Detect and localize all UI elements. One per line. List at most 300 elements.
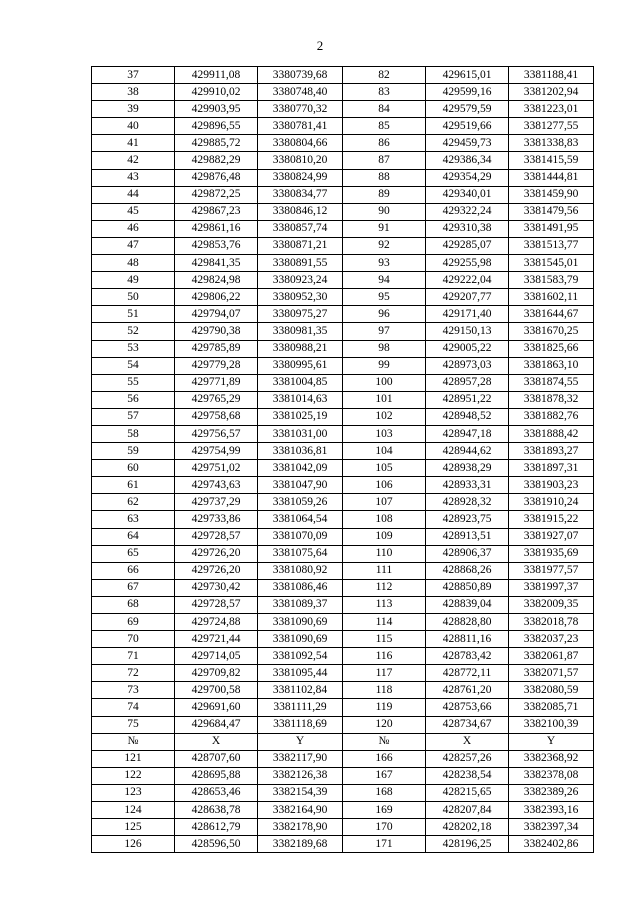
y-coordinate-cell: 3381118,69 [258, 716, 343, 733]
point-number-cell: 86 [343, 135, 426, 152]
x-coordinate-cell: 429150,13 [426, 323, 509, 340]
y-coordinate-cell: 3381004,85 [258, 374, 343, 391]
x-coordinate-cell: 429806,22 [175, 289, 258, 306]
point-number-cell: 167 [343, 767, 426, 784]
x-coordinate-cell: 428811,16 [426, 631, 509, 648]
y-coordinate-cell: 3381927,07 [509, 528, 594, 545]
column-header: № [343, 733, 426, 750]
y-coordinate-cell: 3380857,74 [258, 220, 343, 237]
y-coordinate-cell: 3380891,55 [258, 255, 343, 272]
y-coordinate-cell: 3382100,39 [509, 716, 594, 733]
x-coordinate-cell: 428913,51 [426, 528, 509, 545]
y-coordinate-cell: 3382393,16 [509, 802, 594, 819]
y-coordinate-cell: 3381459,90 [509, 186, 594, 203]
point-number-cell: 48 [92, 255, 175, 272]
x-coordinate-cell: 428238,54 [426, 767, 509, 784]
point-number-cell: 107 [343, 494, 426, 511]
point-number-cell: 53 [92, 340, 175, 357]
x-coordinate-cell: 429754,99 [175, 443, 258, 460]
point-number-cell: 106 [343, 477, 426, 494]
y-coordinate-cell: 3382071,57 [509, 665, 594, 682]
x-coordinate-cell: 428947,18 [426, 425, 509, 442]
point-number-cell: 75 [92, 716, 175, 733]
y-coordinate-cell: 3380846,12 [258, 203, 343, 220]
y-coordinate-cell: 3381602,11 [509, 289, 594, 306]
x-coordinate-cell: 429853,76 [175, 237, 258, 254]
point-number-cell: 55 [92, 374, 175, 391]
table-row [92, 289, 594, 306]
y-coordinate-cell: 3382117,90 [258, 750, 343, 767]
x-coordinate-cell: 428215,65 [426, 784, 509, 801]
table-row [92, 203, 594, 220]
x-coordinate-cell: 428944,62 [426, 443, 509, 460]
table-row [92, 425, 594, 442]
table-row [92, 443, 594, 460]
y-coordinate-cell: 3381825,66 [509, 340, 594, 357]
column-header: Y [258, 733, 343, 750]
y-coordinate-cell: 3382080,59 [509, 682, 594, 699]
table-row [92, 579, 594, 596]
table-row [92, 374, 594, 391]
y-coordinate-cell: 3381064,54 [258, 511, 343, 528]
y-coordinate-cell: 3381086,46 [258, 579, 343, 596]
y-coordinate-cell: 3381042,09 [258, 460, 343, 477]
y-coordinate-cell: 3381014,63 [258, 391, 343, 408]
table-row [92, 272, 594, 289]
table-row [92, 784, 594, 801]
table-row [92, 767, 594, 784]
x-coordinate-cell: 429790,38 [175, 323, 258, 340]
table-row [92, 494, 594, 511]
x-coordinate-cell: 429386,34 [426, 152, 509, 169]
x-coordinate-cell: 429737,29 [175, 494, 258, 511]
x-coordinate-cell: 429751,02 [175, 460, 258, 477]
y-coordinate-cell: 3380748,40 [258, 84, 343, 101]
point-number-cell: 119 [343, 699, 426, 716]
y-coordinate-cell: 3382126,38 [258, 767, 343, 784]
x-coordinate-cell: 428772,11 [426, 665, 509, 682]
point-number-cell: 100 [343, 374, 426, 391]
x-coordinate-cell: 429171,40 [426, 306, 509, 323]
y-coordinate-cell: 3381095,44 [258, 665, 343, 682]
table-row [92, 716, 594, 733]
table-row [92, 408, 594, 425]
x-coordinate-cell: 428973,03 [426, 357, 509, 374]
point-number-cell: 169 [343, 802, 426, 819]
point-number-cell: 117 [343, 665, 426, 682]
point-number-cell: 82 [343, 67, 426, 84]
point-number-cell: 96 [343, 306, 426, 323]
x-coordinate-cell: 429322,24 [426, 203, 509, 220]
point-number-cell: 124 [92, 802, 175, 819]
x-coordinate-cell: 428938,29 [426, 460, 509, 477]
point-number-cell: 122 [92, 767, 175, 784]
point-number-cell: 59 [92, 443, 175, 460]
x-coordinate-cell: 429867,23 [175, 203, 258, 220]
y-coordinate-cell: 3382018,78 [509, 614, 594, 631]
point-number-cell: 84 [343, 101, 426, 118]
y-coordinate-cell: 3381903,23 [509, 477, 594, 494]
x-coordinate-cell: 429310,38 [426, 220, 509, 237]
table-row [92, 511, 594, 528]
point-number-cell: 64 [92, 528, 175, 545]
table-row [92, 67, 594, 84]
column-header: X [426, 733, 509, 750]
point-number-cell: 104 [343, 443, 426, 460]
x-coordinate-cell: 429911,08 [175, 67, 258, 84]
x-coordinate-cell: 429714,05 [175, 648, 258, 665]
x-coordinate-cell: 428783,42 [426, 648, 509, 665]
table-row [92, 545, 594, 562]
y-coordinate-cell: 3381670,25 [509, 323, 594, 340]
table-row [92, 648, 594, 665]
column-header: Y [509, 733, 594, 750]
y-coordinate-cell: 3381092,54 [258, 648, 343, 665]
point-number-cell: 56 [92, 391, 175, 408]
x-coordinate-cell: 428828,80 [426, 614, 509, 631]
point-number-cell: 72 [92, 665, 175, 682]
x-coordinate-cell: 428850,89 [426, 579, 509, 596]
y-coordinate-cell: 3381036,81 [258, 443, 343, 460]
x-coordinate-cell: 429255,98 [426, 255, 509, 272]
table-row [92, 682, 594, 699]
table-row [92, 596, 594, 613]
table-row [92, 836, 594, 853]
x-coordinate-cell: 429726,20 [175, 562, 258, 579]
x-coordinate-cell: 429728,57 [175, 596, 258, 613]
point-number-cell: 118 [343, 682, 426, 699]
x-coordinate-cell: 429733,86 [175, 511, 258, 528]
y-coordinate-cell: 3380810,20 [258, 152, 343, 169]
point-number-cell: 94 [343, 272, 426, 289]
point-number-cell: 91 [343, 220, 426, 237]
point-number-cell: 120 [343, 716, 426, 733]
point-number-cell: 112 [343, 579, 426, 596]
y-coordinate-cell: 3382037,23 [509, 631, 594, 648]
x-coordinate-cell: 428653,46 [175, 784, 258, 801]
point-number-cell: 108 [343, 511, 426, 528]
y-coordinate-cell: 3381444,81 [509, 169, 594, 186]
x-coordinate-cell: 429700,58 [175, 682, 258, 699]
y-coordinate-cell: 3381070,09 [258, 528, 343, 545]
x-coordinate-cell: 429876,48 [175, 169, 258, 186]
y-coordinate-cell: 3382389,26 [509, 784, 594, 801]
point-number-cell: 116 [343, 648, 426, 665]
point-number-cell: 45 [92, 203, 175, 220]
y-coordinate-cell: 3381491,95 [509, 220, 594, 237]
x-coordinate-cell: 428928,32 [426, 494, 509, 511]
y-coordinate-cell: 3382397,34 [509, 819, 594, 836]
x-coordinate-cell: 428257,26 [426, 750, 509, 767]
table-row [92, 101, 594, 118]
y-coordinate-cell: 3382009,35 [509, 596, 594, 613]
x-coordinate-cell: 428957,28 [426, 374, 509, 391]
y-coordinate-cell: 3382154,39 [258, 784, 343, 801]
y-coordinate-cell: 3380804,66 [258, 135, 343, 152]
x-coordinate-cell: 429459,73 [426, 135, 509, 152]
x-coordinate-cell: 429354,29 [426, 169, 509, 186]
y-coordinate-cell: 3381089,37 [258, 596, 343, 613]
table-row [92, 135, 594, 152]
x-coordinate-cell: 429841,35 [175, 255, 258, 272]
y-coordinate-cell: 3380781,41 [258, 118, 343, 135]
point-number-cell: 115 [343, 631, 426, 648]
point-number-cell: 83 [343, 84, 426, 101]
table-row [92, 460, 594, 477]
y-coordinate-cell: 3381893,27 [509, 443, 594, 460]
point-number-cell: 121 [92, 750, 175, 767]
x-coordinate-cell: 428207,84 [426, 802, 509, 819]
point-number-cell: 92 [343, 237, 426, 254]
table-row [92, 220, 594, 237]
point-number-cell: 89 [343, 186, 426, 203]
table-row [92, 357, 594, 374]
x-coordinate-cell: 429861,16 [175, 220, 258, 237]
y-coordinate-cell: 3381977,57 [509, 562, 594, 579]
table-row [92, 169, 594, 186]
x-coordinate-cell: 429340,01 [426, 186, 509, 203]
y-coordinate-cell: 3381513,77 [509, 237, 594, 254]
point-number-cell: 52 [92, 323, 175, 340]
x-coordinate-cell: 429728,57 [175, 528, 258, 545]
point-number-cell: 98 [343, 340, 426, 357]
x-coordinate-cell: 429285,07 [426, 237, 509, 254]
table-row [92, 152, 594, 169]
x-coordinate-cell: 429222,04 [426, 272, 509, 289]
table-row [92, 819, 594, 836]
point-number-cell: 102 [343, 408, 426, 425]
y-coordinate-cell: 3381090,69 [258, 631, 343, 648]
point-number-cell: 47 [92, 237, 175, 254]
y-coordinate-cell: 3381031,00 [258, 425, 343, 442]
y-coordinate-cell: 3380952,30 [258, 289, 343, 306]
x-coordinate-cell: 429824,98 [175, 272, 258, 289]
y-coordinate-cell: 3382402,86 [509, 836, 594, 853]
point-number-cell: 51 [92, 306, 175, 323]
point-number-cell: 41 [92, 135, 175, 152]
point-number-cell: 43 [92, 169, 175, 186]
x-coordinate-cell: 429730,42 [175, 579, 258, 596]
y-coordinate-cell: 3380824,99 [258, 169, 343, 186]
point-number-cell: 63 [92, 511, 175, 528]
table-row [92, 562, 594, 579]
y-coordinate-cell: 3380834,77 [258, 186, 343, 203]
point-number-cell: 49 [92, 272, 175, 289]
y-coordinate-cell: 3381874,55 [509, 374, 594, 391]
point-number-cell: 69 [92, 614, 175, 631]
x-coordinate-cell: 428596,50 [175, 836, 258, 853]
y-coordinate-cell: 3382164,90 [258, 802, 343, 819]
point-number-cell: 54 [92, 357, 175, 374]
point-number-cell: 93 [343, 255, 426, 272]
x-coordinate-cell: 428951,22 [426, 391, 509, 408]
table-row [92, 186, 594, 203]
point-number-cell: 38 [92, 84, 175, 101]
point-number-cell: 97 [343, 323, 426, 340]
y-coordinate-cell: 3381910,24 [509, 494, 594, 511]
point-number-cell: 60 [92, 460, 175, 477]
point-number-cell: 39 [92, 101, 175, 118]
point-number-cell: 87 [343, 152, 426, 169]
y-coordinate-cell: 3381111,29 [258, 699, 343, 716]
y-coordinate-cell: 3381277,55 [509, 118, 594, 135]
coordinates-table [91, 66, 594, 853]
x-coordinate-cell: 428948,52 [426, 408, 509, 425]
x-coordinate-cell: 429724,88 [175, 614, 258, 631]
y-coordinate-cell: 3382189,68 [258, 836, 343, 853]
column-header: № [92, 733, 175, 750]
x-coordinate-cell: 428761,20 [426, 682, 509, 699]
point-number-cell: 99 [343, 357, 426, 374]
x-coordinate-cell: 428638,78 [175, 802, 258, 819]
x-coordinate-cell: 428906,37 [426, 545, 509, 562]
point-number-cell: 37 [92, 67, 175, 84]
point-number-cell: 68 [92, 596, 175, 613]
y-coordinate-cell: 3381915,22 [509, 511, 594, 528]
table-row [92, 84, 594, 101]
y-coordinate-cell: 3381075,64 [258, 545, 343, 562]
y-coordinate-cell: 3381223,01 [509, 101, 594, 118]
x-coordinate-cell: 428202,18 [426, 819, 509, 836]
x-coordinate-cell: 429721,44 [175, 631, 258, 648]
x-coordinate-cell: 429885,72 [175, 135, 258, 152]
table-row [92, 323, 594, 340]
x-coordinate-cell: 429691,60 [175, 699, 258, 716]
y-coordinate-cell: 3382368,92 [509, 750, 594, 767]
x-coordinate-cell: 429794,07 [175, 306, 258, 323]
x-coordinate-cell: 429726,20 [175, 545, 258, 562]
table-row [92, 750, 594, 767]
table-row [92, 802, 594, 819]
y-coordinate-cell: 3381479,56 [509, 203, 594, 220]
table-row [92, 118, 594, 135]
y-coordinate-cell: 3381059,26 [258, 494, 343, 511]
table-row [92, 306, 594, 323]
y-coordinate-cell: 3380975,27 [258, 306, 343, 323]
point-number-cell: 73 [92, 682, 175, 699]
x-coordinate-cell: 428196,25 [426, 836, 509, 853]
point-number-cell: 62 [92, 494, 175, 511]
point-number-cell: 67 [92, 579, 175, 596]
table-row [92, 528, 594, 545]
x-coordinate-cell: 429758,68 [175, 408, 258, 425]
x-coordinate-cell: 429756,57 [175, 425, 258, 442]
y-coordinate-cell: 3380770,32 [258, 101, 343, 118]
point-number-cell: 170 [343, 819, 426, 836]
y-coordinate-cell: 3381644,67 [509, 306, 594, 323]
table-header-row [92, 733, 594, 750]
y-coordinate-cell: 3382085,71 [509, 699, 594, 716]
point-number-cell: 110 [343, 545, 426, 562]
y-coordinate-cell: 3381090,69 [258, 614, 343, 631]
x-coordinate-cell: 429903,95 [175, 101, 258, 118]
x-coordinate-cell: 428707,60 [175, 750, 258, 767]
y-coordinate-cell: 3381415,59 [509, 152, 594, 169]
x-coordinate-cell: 429743,63 [175, 477, 258, 494]
x-coordinate-cell: 429785,89 [175, 340, 258, 357]
point-number-cell: 123 [92, 784, 175, 801]
point-number-cell: 70 [92, 631, 175, 648]
point-number-cell: 111 [343, 562, 426, 579]
point-number-cell: 46 [92, 220, 175, 237]
table-row [92, 477, 594, 494]
x-coordinate-cell: 428923,75 [426, 511, 509, 528]
point-number-cell: 168 [343, 784, 426, 801]
point-number-cell: 42 [92, 152, 175, 169]
y-coordinate-cell: 3380923,24 [258, 272, 343, 289]
y-coordinate-cell: 3381338,83 [509, 135, 594, 152]
point-number-cell: 61 [92, 477, 175, 494]
y-coordinate-cell: 3382061,87 [509, 648, 594, 665]
x-coordinate-cell: 428612,79 [175, 819, 258, 836]
point-number-cell: 95 [343, 289, 426, 306]
x-coordinate-cell: 429709,82 [175, 665, 258, 682]
point-number-cell: 90 [343, 203, 426, 220]
y-coordinate-cell: 3381025,19 [258, 408, 343, 425]
y-coordinate-cell: 3380871,21 [258, 237, 343, 254]
y-coordinate-cell: 3380995,61 [258, 357, 343, 374]
y-coordinate-cell: 3381897,31 [509, 460, 594, 477]
table-row [92, 699, 594, 716]
table-row [92, 665, 594, 682]
x-coordinate-cell: 429207,77 [426, 289, 509, 306]
column-header: X [175, 733, 258, 750]
x-coordinate-cell: 429882,29 [175, 152, 258, 169]
y-coordinate-cell: 3381188,41 [509, 67, 594, 84]
x-coordinate-cell: 429615,01 [426, 67, 509, 84]
y-coordinate-cell: 3381545,01 [509, 255, 594, 272]
y-coordinate-cell: 3380981,35 [258, 323, 343, 340]
page-number: 2 [316, 38, 324, 53]
y-coordinate-cell: 3381583,79 [509, 272, 594, 289]
point-number-cell: 171 [343, 836, 426, 853]
point-number-cell: 50 [92, 289, 175, 306]
table-row [92, 340, 594, 357]
table-row [92, 614, 594, 631]
point-number-cell: 126 [92, 836, 175, 853]
y-coordinate-cell: 3381202,94 [509, 84, 594, 101]
x-coordinate-cell: 429519,66 [426, 118, 509, 135]
y-coordinate-cell: 3380739,68 [258, 67, 343, 84]
x-coordinate-cell: 429005,22 [426, 340, 509, 357]
x-coordinate-cell: 428868,26 [426, 562, 509, 579]
point-number-cell: 113 [343, 596, 426, 613]
point-number-cell: 105 [343, 460, 426, 477]
x-coordinate-cell: 429579,59 [426, 101, 509, 118]
point-number-cell: 74 [92, 699, 175, 716]
y-coordinate-cell: 3380988,21 [258, 340, 343, 357]
y-coordinate-cell: 3381882,76 [509, 408, 594, 425]
x-coordinate-cell: 429765,29 [175, 391, 258, 408]
point-number-cell: 109 [343, 528, 426, 545]
point-number-cell: 114 [343, 614, 426, 631]
x-coordinate-cell: 428933,31 [426, 477, 509, 494]
x-coordinate-cell: 429684,47 [175, 716, 258, 733]
x-coordinate-cell: 429779,28 [175, 357, 258, 374]
x-coordinate-cell: 428734,67 [426, 716, 509, 733]
y-coordinate-cell: 3381863,10 [509, 357, 594, 374]
y-coordinate-cell: 3382178,90 [258, 819, 343, 836]
table-row [92, 391, 594, 408]
y-coordinate-cell: 3381997,37 [509, 579, 594, 596]
point-number-cell: 58 [92, 425, 175, 442]
y-coordinate-cell: 3381888,42 [509, 425, 594, 442]
point-number-cell: 125 [92, 819, 175, 836]
x-coordinate-cell: 429599,16 [426, 84, 509, 101]
point-number-cell: 40 [92, 118, 175, 135]
x-coordinate-cell: 428695,88 [175, 767, 258, 784]
table-row [92, 255, 594, 272]
